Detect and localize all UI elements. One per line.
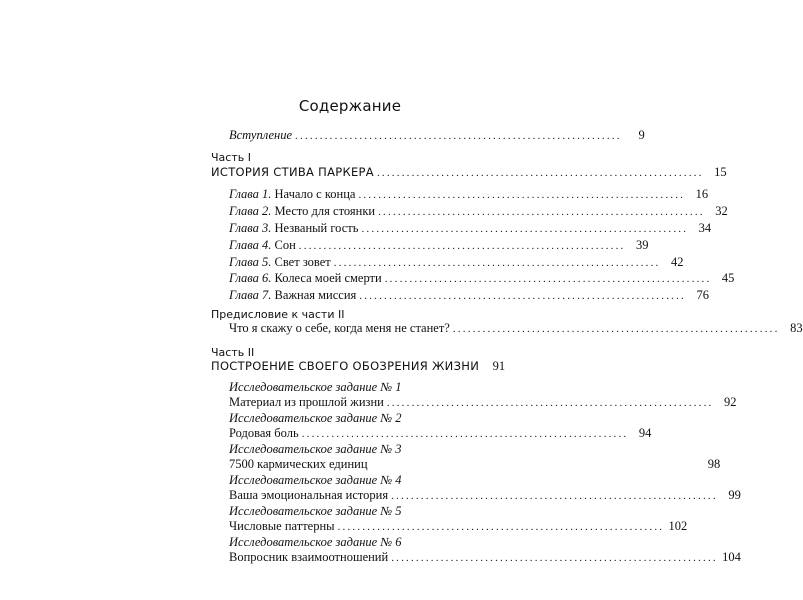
- toc-page-number: 32: [715, 204, 728, 218]
- toc-entry-task[interactable]: [229, 394, 737, 411]
- chapter-prefix: Глава 7.: [229, 288, 272, 302]
- dot-leader: ..................................................................: [391, 490, 718, 502]
- dot-leader: ..................................................................: [376, 167, 704, 179]
- chapter-prefix: Глава 4.: [229, 238, 272, 252]
- toc-page-number: 83: [790, 321, 803, 335]
- task-label: Исследовательское задание № 1: [229, 380, 402, 394]
- task-label: Исследовательское задание № 6: [229, 535, 402, 549]
- toc-entry-task[interactable]: [229, 487, 741, 504]
- toc-page-number: 9: [638, 128, 645, 142]
- chapter-title: Важная миссия: [274, 288, 357, 302]
- chapter-title: Сон: [274, 238, 296, 252]
- part-heading: Часть II: [211, 346, 255, 359]
- toc-page-number: 98: [707, 457, 721, 471]
- chapter-title: Свет зовет: [274, 255, 331, 269]
- chapter-prefix: Глава 3.: [229, 221, 272, 235]
- chapter-prefix: Глава 5.: [229, 255, 272, 269]
- chapter-title: Незваный гость: [274, 221, 359, 235]
- toc-entry-task[interactable]: [229, 425, 652, 442]
- toc-entry-chapter[interactable]: [229, 203, 728, 220]
- preface-heading: Предисловие к части II: [211, 308, 345, 321]
- toc-page-number: 45: [721, 271, 735, 285]
- task-title: Родовая боль: [229, 426, 299, 440]
- toc-page-number: 15: [714, 165, 727, 179]
- part-title: ПОСТРОЕНИЕ СВОЕГО ОБОЗРЕНИЯ ЖИЗНИ: [211, 359, 480, 373]
- task-title: 7500 кармических единиц: [229, 457, 368, 471]
- toc-page-number: 94: [638, 426, 652, 440]
- task-label: Исследовательское задание № 3: [229, 442, 402, 456]
- task-label: Исследовательское задание № 2: [229, 411, 402, 425]
- toc-page-number: 104: [722, 550, 741, 564]
- toc-entry-chapter[interactable]: [229, 186, 709, 203]
- toc-page-number: 39: [636, 238, 649, 252]
- toc-page-number: 16: [695, 187, 709, 201]
- dot-leader: ..................................................................: [386, 397, 714, 409]
- toc-entry-preface[interactable]: [229, 320, 803, 337]
- toc-entry-label: Вступление: [229, 128, 293, 142]
- task-title: Ваша эмоциональная история: [229, 488, 389, 502]
- dot-leader: ..................................................................: [391, 552, 718, 564]
- toc-entry-chapter[interactable]: [229, 270, 735, 287]
- toc-entry-chapter[interactable]: [229, 237, 649, 254]
- dot-leader: ..................................................................: [333, 257, 661, 269]
- dot-leader: [371, 457, 698, 473]
- toc-entry-part-1[interactable]: [211, 164, 727, 181]
- dot-leader: ..................................................................: [337, 521, 665, 533]
- chapter-prefix: Глава 2.: [229, 204, 272, 218]
- toc-entry-task[interactable]: [229, 549, 741, 566]
- chapter-title: Место для стоянки: [274, 204, 376, 218]
- part-heading: Часть I: [211, 151, 251, 164]
- toc-entry-chapter[interactable]: [229, 287, 709, 304]
- task-label: Исследовательское задание № 5: [229, 504, 402, 518]
- toc-page-number: 102: [668, 519, 688, 533]
- toc-page-number: 99: [728, 488, 741, 502]
- toc-entry-part-2[interactable]: [211, 358, 506, 375]
- dot-leader: ..................................................................: [384, 273, 712, 285]
- page-title: Содержание: [298, 97, 402, 115]
- dot-leader: ..................................................................: [452, 323, 780, 335]
- toc-entry-intro[interactable]: [229, 127, 645, 144]
- chapter-title: Начало с конца: [274, 187, 356, 201]
- chapter-prefix: Глава 1.: [229, 187, 272, 201]
- chapter-title: Колеса моей смерти: [274, 271, 382, 285]
- task-title: Вопросник взаимоотношений: [229, 550, 389, 564]
- task-label: Исследовательское задание № 4: [229, 473, 402, 487]
- dot-leader: ..................................................................: [361, 223, 689, 235]
- toc-page-number: 92: [724, 395, 737, 409]
- toc-entry-task[interactable]: [229, 456, 721, 473]
- task-title: Числовые паттерны: [229, 519, 335, 533]
- dot-leader: ..................................................................: [358, 189, 686, 201]
- dot-leader: ..................................................................: [295, 130, 622, 142]
- task-title: Материал из прошлой жизни: [229, 395, 384, 409]
- dot-leader: ..................................................................: [298, 240, 626, 252]
- dot-leader: ..................................................................: [359, 290, 686, 302]
- toc-entry-task[interactable]: [229, 518, 688, 535]
- toc-page-number: 76: [696, 288, 709, 302]
- part-title: ИСТОРИЯ СТИВА ПАРКЕРА: [211, 165, 374, 179]
- dot-leader: ..................................................................: [301, 428, 629, 440]
- preface-title: Что я скажу о себе, когда меня не станет?: [229, 321, 450, 335]
- toc-page-number: 42: [670, 255, 684, 269]
- toc-entry-chapter[interactable]: [229, 220, 712, 237]
- toc-page-number: 91: [492, 359, 506, 373]
- dot-leader: ..................................................................: [378, 206, 705, 218]
- toc-page-number: 34: [698, 221, 712, 235]
- chapter-prefix: Глава 6.: [229, 271, 272, 285]
- toc-entry-chapter[interactable]: [229, 254, 684, 271]
